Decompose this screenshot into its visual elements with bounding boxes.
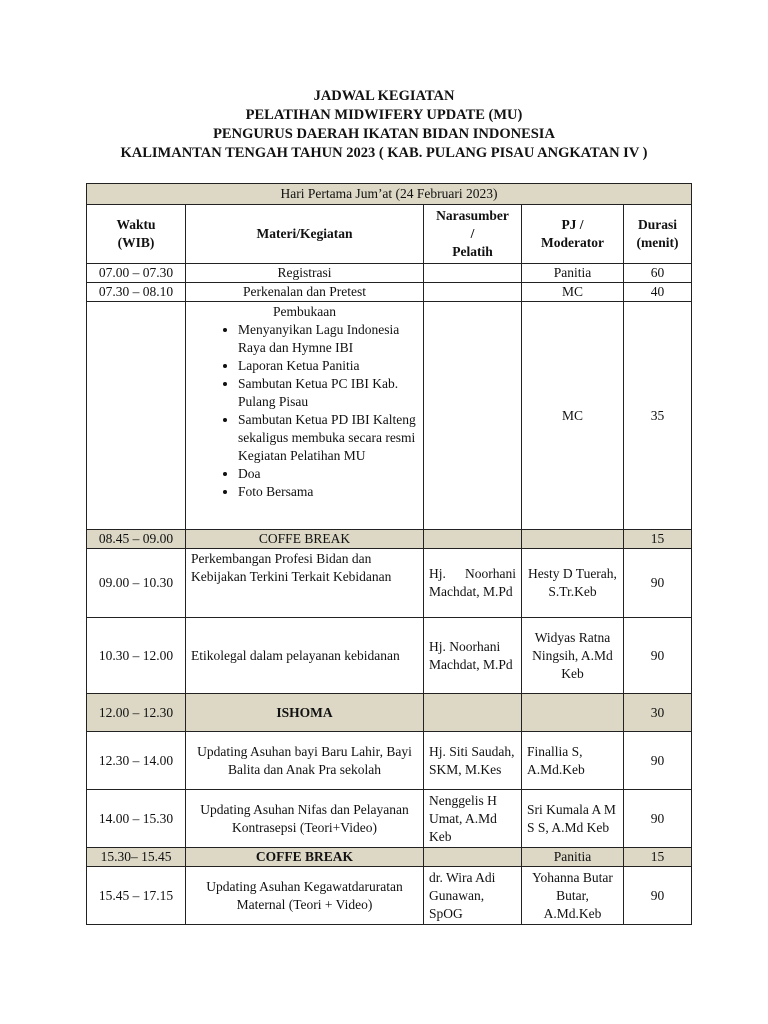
moderator-cell bbox=[522, 694, 624, 732]
speaker-cell: Hj. Noorhani Machdat, M.Pd bbox=[424, 549, 522, 618]
list-item: • Menyanyikan Lagu Indonesia Raya dan Hymne IBI bbox=[238, 321, 418, 357]
table-row bbox=[87, 283, 692, 302]
duration-cell: 90 bbox=[624, 867, 692, 925]
activity-cell: COFFE BREAK bbox=[186, 530, 424, 549]
speaker-cell bbox=[424, 302, 522, 530]
schedule-table bbox=[86, 183, 692, 925]
col-narasumber-header: Narasumber / Pelatih bbox=[424, 205, 522, 264]
table-row bbox=[87, 732, 692, 790]
table-row bbox=[87, 790, 692, 848]
opening-list bbox=[191, 321, 418, 501]
opening-title: Pembukaan bbox=[273, 304, 336, 319]
activity-cell bbox=[186, 302, 424, 530]
day-header: Hari Pertama Jum’at (24 Februari 2023) bbox=[87, 184, 692, 205]
table-row bbox=[87, 530, 692, 549]
duration-cell: 15 bbox=[624, 530, 692, 549]
speaker-cell: Hj. Noorhani Machdat, M.Pd bbox=[424, 618, 522, 694]
activity-cell: Etikolegal dalam pelayanan kebidanan bbox=[186, 618, 424, 694]
duration-cell: 40 bbox=[624, 283, 692, 302]
duration-cell: 15 bbox=[624, 848, 692, 867]
table-row bbox=[87, 867, 692, 925]
speaker-cell: Nenggelis H Umat, A.Md Keb bbox=[424, 790, 522, 848]
moderator-cell: Finallia S, A.Md.Keb bbox=[522, 732, 624, 790]
time-cell: 07.00 – 07.30 bbox=[87, 264, 186, 283]
duration-cell: 30 bbox=[624, 694, 692, 732]
list-item: • Laporan Ketua Panitia bbox=[238, 357, 418, 375]
document-title bbox=[0, 87, 768, 163]
moderator-cell: Sri Kumala A M S S, A.Md Keb bbox=[522, 790, 624, 848]
activity-cell: Updating Asuhan Kegawatdaruratan Maternal (Teori + Video) bbox=[186, 867, 424, 925]
speaker-cell bbox=[424, 848, 522, 867]
table-row bbox=[87, 848, 692, 867]
col-pj-header: PJ / Moderator bbox=[522, 205, 624, 264]
list-item: • Sambutan Ketua PD IBI Kalteng sekaligus membuka secara resmi Kegiatan Pelatihan MU bbox=[238, 411, 418, 465]
list-item: • Doa bbox=[238, 465, 418, 483]
moderator-cell: MC bbox=[522, 283, 624, 302]
table-row bbox=[87, 264, 692, 283]
col-durasi-header: Durasi (menit) bbox=[624, 205, 692, 264]
day-header-row bbox=[87, 184, 692, 205]
moderator-cell: MC bbox=[522, 302, 624, 530]
moderator-cell: Panitia bbox=[522, 848, 624, 867]
title-line-3: PENGURUS DAERAH IKATAN BIDAN INDONESIA bbox=[213, 126, 555, 142]
activity-cell: Perkembangan Profesi Bidan dan Kebijakan Terkini Terkait Kebidanan bbox=[186, 549, 424, 618]
speaker-cell bbox=[424, 530, 522, 549]
time-cell: 10.30 – 12.00 bbox=[87, 618, 186, 694]
speaker-cell bbox=[424, 283, 522, 302]
moderator-cell: Widyas Ratna Ningsih, A.Md Keb bbox=[522, 618, 624, 694]
activity-cell: Perkenalan dan Pretest bbox=[186, 283, 424, 302]
title-line-2: PELATIHAN MIDWIFERY UPDATE (MU) bbox=[245, 107, 523, 123]
duration-cell: 90 bbox=[624, 732, 692, 790]
activity-cell: Updating Asuhan bayi Baru Lahir, Bayi Balita dan Anak Pra sekolah bbox=[186, 732, 424, 790]
moderator-cell: Panitia bbox=[522, 264, 624, 283]
time-cell: 07.30 – 08.10 bbox=[87, 283, 186, 302]
list-item: • Sambutan Ketua PC IBI Kab. Pulang Pisau bbox=[238, 375, 418, 411]
time-cell: 15.45 – 17.15 bbox=[87, 867, 186, 925]
table-row bbox=[87, 549, 692, 618]
col-waktu-header: Waktu (WIB) bbox=[87, 205, 186, 264]
speaker-cell: Hj. Siti Saudah, SKM, M.Kes bbox=[424, 732, 522, 790]
moderator-cell: Yohanna Butar Butar, A.Md.Keb bbox=[522, 867, 624, 925]
col-materi-header: Materi/Kegiatan bbox=[186, 205, 424, 264]
speaker-cell: dr. Wira Adi Gunawan, SpOG bbox=[424, 867, 522, 925]
table-row bbox=[87, 302, 692, 530]
time-cell bbox=[87, 302, 186, 530]
duration-cell: 60 bbox=[624, 264, 692, 283]
activity-cell: Registrasi bbox=[186, 264, 424, 283]
time-cell: 12.30 – 14.00 bbox=[87, 732, 186, 790]
time-cell: 14.00 – 15.30 bbox=[87, 790, 186, 848]
duration-cell: 90 bbox=[624, 618, 692, 694]
speaker-cell bbox=[424, 694, 522, 732]
table-row bbox=[87, 694, 692, 732]
list-item: • Foto Bersama bbox=[238, 483, 418, 501]
time-cell: 09.00 – 10.30 bbox=[87, 549, 186, 618]
title-line-1: JADWAL KEGIATAN bbox=[313, 88, 455, 104]
moderator-cell: Hesty D Tuerah, S.Tr.Keb bbox=[522, 549, 624, 618]
duration-cell: 35 bbox=[624, 302, 692, 530]
activity-cell: COFFE BREAK bbox=[186, 848, 424, 867]
time-cell: 15.30– 15.45 bbox=[87, 848, 186, 867]
moderator-cell bbox=[522, 530, 624, 549]
table-row bbox=[87, 618, 692, 694]
speaker-cell bbox=[424, 264, 522, 283]
activity-cell: ISHOMA bbox=[186, 694, 424, 732]
time-cell: 12.00 – 12.30 bbox=[87, 694, 186, 732]
column-header-row bbox=[87, 205, 692, 264]
title-line-4: KALIMANTAN TENGAH TAHUN 2023 ( KAB. PULANG PISAU ANGKATAN IV ) bbox=[120, 145, 648, 161]
time-cell: 08.45 – 09.00 bbox=[87, 530, 186, 549]
duration-cell: 90 bbox=[624, 790, 692, 848]
duration-cell: 90 bbox=[624, 549, 692, 618]
activity-cell: Updating Asuhan Nifas dan Pelayanan Kontrasepsi (Teori+Video) bbox=[186, 790, 424, 848]
